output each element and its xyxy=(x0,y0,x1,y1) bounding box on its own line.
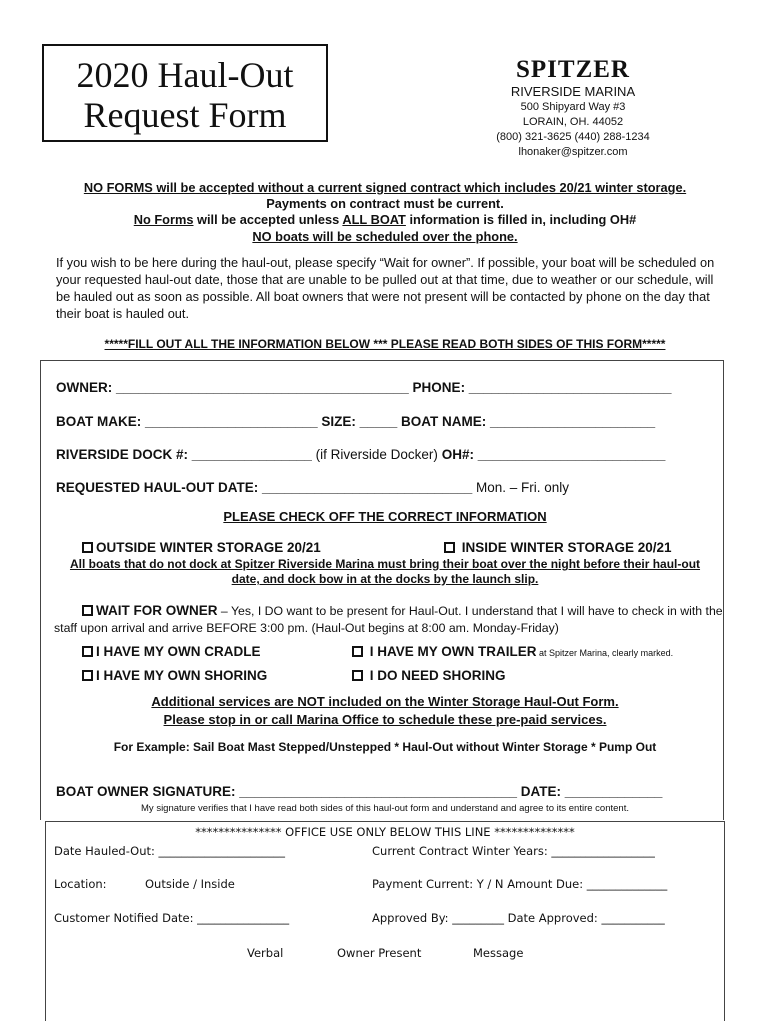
owner-phone-field[interactable]: OWNER: _______________________________________ PHONE: ___________________________ xyxy=(56,380,672,395)
haulout-date-field[interactable] xyxy=(56,480,569,495)
own-trailer-label: I HAVE MY OWN TRAILER xyxy=(369,644,537,659)
checkbox-icon[interactable] xyxy=(82,670,93,681)
additional-line-1: Additional services are NOT included on the Winter Storage Haul-Out Form. xyxy=(151,694,619,709)
wait-for-owner-option[interactable] xyxy=(54,602,724,637)
company-address-1: 500 Shipyard Way #3 xyxy=(520,101,626,113)
additional-line-2: Please stop in or call Marina Office to schedule these pre-paid services. xyxy=(163,712,607,727)
need-shoring-label: I DO NEED SHORING xyxy=(369,668,506,683)
company-block xyxy=(478,58,668,160)
checkbox-icon[interactable] xyxy=(82,605,93,616)
warning-including: information is filled in, including OH# xyxy=(405,212,637,227)
inside-storage-option[interactable] xyxy=(444,540,672,555)
checkbox-icon[interactable] xyxy=(444,542,455,553)
own-cradle-option[interactable] xyxy=(82,644,261,659)
company-email: lhonaker@spitzer.com xyxy=(518,146,628,158)
warning-no-forms: No Forms xyxy=(133,212,194,227)
dock-oh-field[interactable] xyxy=(56,447,665,462)
company-address-2: LORAIN, OH. 44052 xyxy=(522,116,624,128)
warning-line-1: NO FORMS will be accepted without a current signed contract which includes 20/21 winter storage. xyxy=(83,180,687,195)
dock-note: (if Riverside Docker) xyxy=(315,447,438,462)
haulout-date-label: REQUESTED HAUL-OUT DATE: ____________________________ xyxy=(56,480,476,495)
checkbox-icon[interactable] xyxy=(352,646,363,657)
location-value[interactable]: Outside / Inside xyxy=(145,877,235,891)
signature-field[interactable]: BOAT OWNER SIGNATURE: _____________________________________ DATE: _____________ xyxy=(56,784,663,799)
boat-info-field[interactable]: BOAT MAKE: _______________________ SIZE: _____ BOAT NAME: ______________________ xyxy=(56,414,656,429)
customer-notified-field[interactable]: Customer Notified Date: ________________ xyxy=(54,911,290,925)
own-trailer-note: at Spitzer Marina, clearly marked. xyxy=(536,648,674,658)
signature-verify-note: My signature verifies that I have read both sides of this haul-out form and understand and agree to its entire content. xyxy=(141,803,629,814)
haulout-days-note: Mon. – Fri. only xyxy=(475,480,570,495)
outside-storage-option[interactable] xyxy=(82,540,321,555)
location-label: Location: xyxy=(54,877,107,891)
checkbox-icon[interactable] xyxy=(352,670,363,681)
inside-storage-label: INSIDE WINTER STORAGE 20/21 xyxy=(461,540,672,555)
oh-label: OH#: _________________________ xyxy=(437,447,666,462)
checkbox-icon[interactable] xyxy=(82,646,93,657)
payment-field[interactable]: Payment Current: Y / N Amount Due: ______________ xyxy=(372,877,668,891)
own-shoring-label: I HAVE MY OWN SHORING xyxy=(96,668,268,683)
warning-line-3 xyxy=(40,212,730,229)
fill-out-banner: *****FILL OUT ALL THE INFORMATION BELOW *** PLEASE READ BOTH SIDES OF THIS FORM***** xyxy=(104,337,666,351)
office-heading: *************** OFFICE USE ONLY BELOW THIS LINE ************** xyxy=(195,825,575,839)
company-name: SPITZER xyxy=(516,56,630,83)
checkbox-icon[interactable] xyxy=(82,542,93,553)
owner-present-option[interactable]: Owner Present xyxy=(337,946,422,960)
intro-paragraph: If you wish to be here during the haul-out, please specify “Wait for owner”. If possible, your boat will be scheduled on your requested haul-out date, those that are unable to be pulled out at that time, due to weather or our schedule, will be hauled out as soon as possible. All boat owners that were not present will be contacted by phone on the day that their boat is hauled out. xyxy=(56,255,715,321)
wait-for-owner-label: WAIT FOR OWNER xyxy=(96,603,218,618)
title-line-2: Request Form xyxy=(83,95,287,135)
message-option[interactable]: Message xyxy=(473,946,524,960)
date-hauled-field[interactable]: Date Hauled-Out: ______________________ xyxy=(54,844,286,858)
warning-line-2: Payments on contract must be current. xyxy=(266,196,504,211)
outside-storage-label: OUTSIDE WINTER STORAGE 20/21 xyxy=(96,540,321,555)
own-shoring-option[interactable] xyxy=(82,668,267,683)
approved-field[interactable]: Approved By: _________ Date Approved: ___________ xyxy=(372,911,665,925)
warning-line-4: NO boats will be scheduled over the phone. xyxy=(252,229,518,244)
own-cradle-label: I HAVE MY OWN CRADLE xyxy=(96,644,261,659)
own-trailer-option[interactable] xyxy=(352,644,673,659)
company-phone: (800) 321-3625 (440) 288-1234 xyxy=(496,131,650,143)
title-line-1: 2020 Haul-Out xyxy=(76,55,294,95)
warning-unless: will be accepted unless xyxy=(193,212,343,227)
contract-years-field[interactable]: Current Contract Winter Years: __________________ xyxy=(372,844,655,858)
form-title xyxy=(42,44,328,142)
services-example: For Example: Sail Boat Mast Stepped/Unstepped * Haul-Out without Winter Storage * Pump Out xyxy=(113,740,657,754)
wait-for-owner-text: – Yes, I DO want to be present for Haul-Out. I understand that I will have to check in with the staff upon arrival and arrive BEFORE 3:00 pm. (Haul-Out begins at 8:00 am. Monday-Friday) xyxy=(54,604,723,635)
warning-all-boat: ALL BOAT xyxy=(342,212,406,227)
dock-note-text: All boats that do not dock at Spitzer Riverside Marina must bring their boat over the night before their haul-out date, and dock bow in at the docks by the launch slip. xyxy=(69,557,701,586)
dock-label: RIVERSIDE DOCK #: ________________ xyxy=(56,447,316,462)
need-shoring-option[interactable] xyxy=(352,668,506,683)
company-subtitle: RIVERSIDE MARINA xyxy=(510,84,636,99)
verbal-option[interactable]: Verbal xyxy=(247,946,284,960)
check-heading: PLEASE CHECK OFF THE CORRECT INFORMATION xyxy=(223,509,547,524)
